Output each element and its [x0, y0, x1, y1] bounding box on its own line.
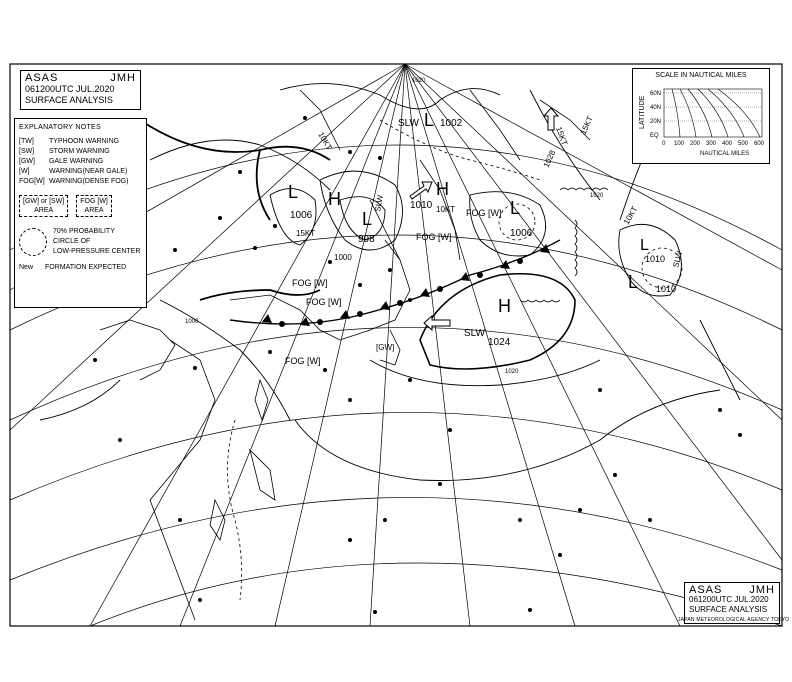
legend-new-row: [19, 263, 142, 273]
speed-label: 15KT: [296, 229, 316, 238]
legend-area-gale: [19, 195, 68, 217]
legend-circle-line2: CIRCLE OF: [53, 238, 91, 245]
isobar-label: 1000: [185, 319, 199, 325]
warning-label: FOG [W]: [285, 356, 321, 366]
scale-lat-tick: EQ: [650, 133, 659, 139]
legend-code: [SW]: [19, 148, 35, 155]
warning-label: FOG [W]: [466, 208, 502, 218]
scale-curves: [672, 89, 760, 137]
scale-lat-ticks: [650, 91, 661, 139]
speed-labels: [296, 115, 639, 238]
legend-area-or: or: [40, 198, 48, 205]
center-low-3: L: [510, 198, 521, 218]
legend-area-fog: [76, 195, 112, 217]
legend-area-row: [19, 195, 142, 217]
scale-x-tick: 100: [674, 141, 685, 147]
legend-area-fog-label: FOG [W]: [80, 198, 108, 205]
header-agency-short: ASAS: [25, 72, 59, 84]
scale-x-tick: 600: [754, 141, 765, 147]
scale-plot-area: [664, 89, 762, 137]
legend-new-desc: FORMATION EXPECTED: [45, 264, 127, 271]
speed-label: 10KT: [621, 204, 640, 226]
scale-box: [632, 68, 770, 164]
legend-code: [W]: [19, 168, 30, 175]
speed-label: 15KT: [554, 125, 570, 147]
warning-label: FOG [W]: [416, 232, 452, 242]
footer-product: SURFACE ANALYSIS: [689, 605, 768, 614]
legend-code: [GW]: [19, 158, 35, 165]
legend-label: GALE WARNING: [49, 158, 104, 165]
center-low-5: L: [424, 110, 435, 130]
speed-label: 15KT: [578, 114, 595, 136]
legend-new-label: New: [19, 264, 34, 271]
scale-lat-tick: 60N: [650, 91, 662, 97]
center-high-2-value: 1024: [488, 337, 511, 348]
legend-area-gw: [GW]: [23, 198, 39, 205]
scale-lat-tick: 20N: [650, 119, 662, 125]
scale-graph: [636, 81, 766, 161]
center-high-3: H: [328, 189, 341, 209]
scale-lat-tick: 40N: [650, 105, 662, 111]
center-low-2-value: 998: [358, 234, 375, 245]
scale-x-tick: 0: [662, 141, 666, 147]
legend-area-sw: [SW]: [49, 198, 65, 205]
legend-label: WARNING(NEAR GALE): [49, 168, 128, 175]
footer-agency-row: [689, 585, 775, 595]
legend-circle-line1: 70% PROBABILITY: [53, 228, 115, 235]
legend-title: EXPLANATORY NOTES: [19, 124, 101, 131]
header-product: SURFACE ANALYSIS: [25, 95, 113, 105]
isobar-labels: [185, 78, 604, 375]
scale-x-tick: 400: [722, 141, 733, 147]
center-high-2: H: [498, 296, 511, 316]
center-low-4: L: [628, 272, 639, 292]
legend-area-fog-area: AREA: [84, 207, 104, 214]
legend-code: [TW]: [19, 138, 34, 145]
isobar-label: 1020: [412, 78, 426, 84]
speed-label: 10KT: [436, 205, 456, 214]
legend-item: [19, 167, 142, 177]
warning-label: FOG [W]: [306, 297, 342, 307]
warning-label: SLW: [373, 194, 385, 213]
legend-item: [19, 147, 142, 157]
legend-box: [14, 118, 147, 308]
warning-label: SLW: [464, 328, 485, 339]
center-low-1: L: [288, 182, 299, 202]
legend-circle-row: [19, 227, 142, 257]
legend-label: TYPHOON WARNING: [49, 138, 120, 145]
legend-item: [19, 177, 142, 187]
warning-labels: [285, 118, 684, 366]
legend-item: [19, 137, 142, 147]
center-low-3-value: 1006: [510, 228, 533, 239]
legend-item: [19, 157, 142, 167]
isobar-label: 1020: [590, 193, 604, 199]
center-low-2: L: [362, 209, 373, 229]
scale-x-tick: 200: [690, 141, 701, 147]
header-box: [20, 70, 141, 110]
header-datetime: 061200UTC JUL.2020: [25, 84, 115, 94]
legend-circle-line3: LOW-PRESSURE CENTER: [53, 248, 141, 255]
scale-x-label: NAUTICAL MILES: [700, 151, 750, 157]
scale-lat-label: LATITUDE: [639, 95, 646, 129]
scale-x-ticks: [662, 141, 765, 147]
station-plots: [58, 116, 742, 614]
legend-circle-text: [53, 227, 140, 257]
warning-label: FOG [W]: [292, 278, 328, 288]
legend-label: STORM WARNING: [49, 148, 110, 155]
center-low-4-value: 1010: [645, 254, 666, 264]
isobar-label: 1028: [541, 148, 558, 169]
legend-label: WARNING(DENSE FOG): [49, 178, 129, 185]
scale-title: SCALE IN NAUTICAL MILES: [655, 72, 747, 79]
center-low-1-value: 1006: [290, 210, 313, 221]
center-low-6-value: 1010: [656, 284, 677, 294]
footer-datetime: 061200UTC JUL.2020: [689, 595, 769, 604]
speed-label: 10KT: [316, 130, 334, 152]
center-high-1-value: 1010: [410, 200, 433, 211]
warning-label: SLW: [671, 250, 685, 269]
footer-org: JAPAN METEOROLOGICAL AGENCY TOKYO: [678, 617, 790, 623]
legend-area-label: AREA: [34, 207, 54, 214]
probability-circle-icon: [19, 228, 47, 256]
footer-agency-short: ASAS: [689, 584, 723, 596]
center-low-6: L: [640, 237, 649, 254]
scale-x-tick: 500: [738, 141, 749, 147]
scale-x-tick: 300: [706, 141, 717, 147]
center-low-5-value: 1002: [440, 118, 463, 129]
legend-code: FOG[W]: [19, 178, 45, 185]
center-high-1: H: [436, 179, 449, 199]
isobar-label: 1020: [505, 369, 519, 375]
warning-label: SLW: [398, 118, 419, 129]
header-agency-row: [25, 73, 136, 84]
footer-agency: JMH: [749, 584, 775, 596]
warning-label: [GW]: [376, 343, 395, 352]
center-high-3-value: 1000: [334, 253, 352, 262]
header-agency: JMH: [110, 72, 136, 84]
